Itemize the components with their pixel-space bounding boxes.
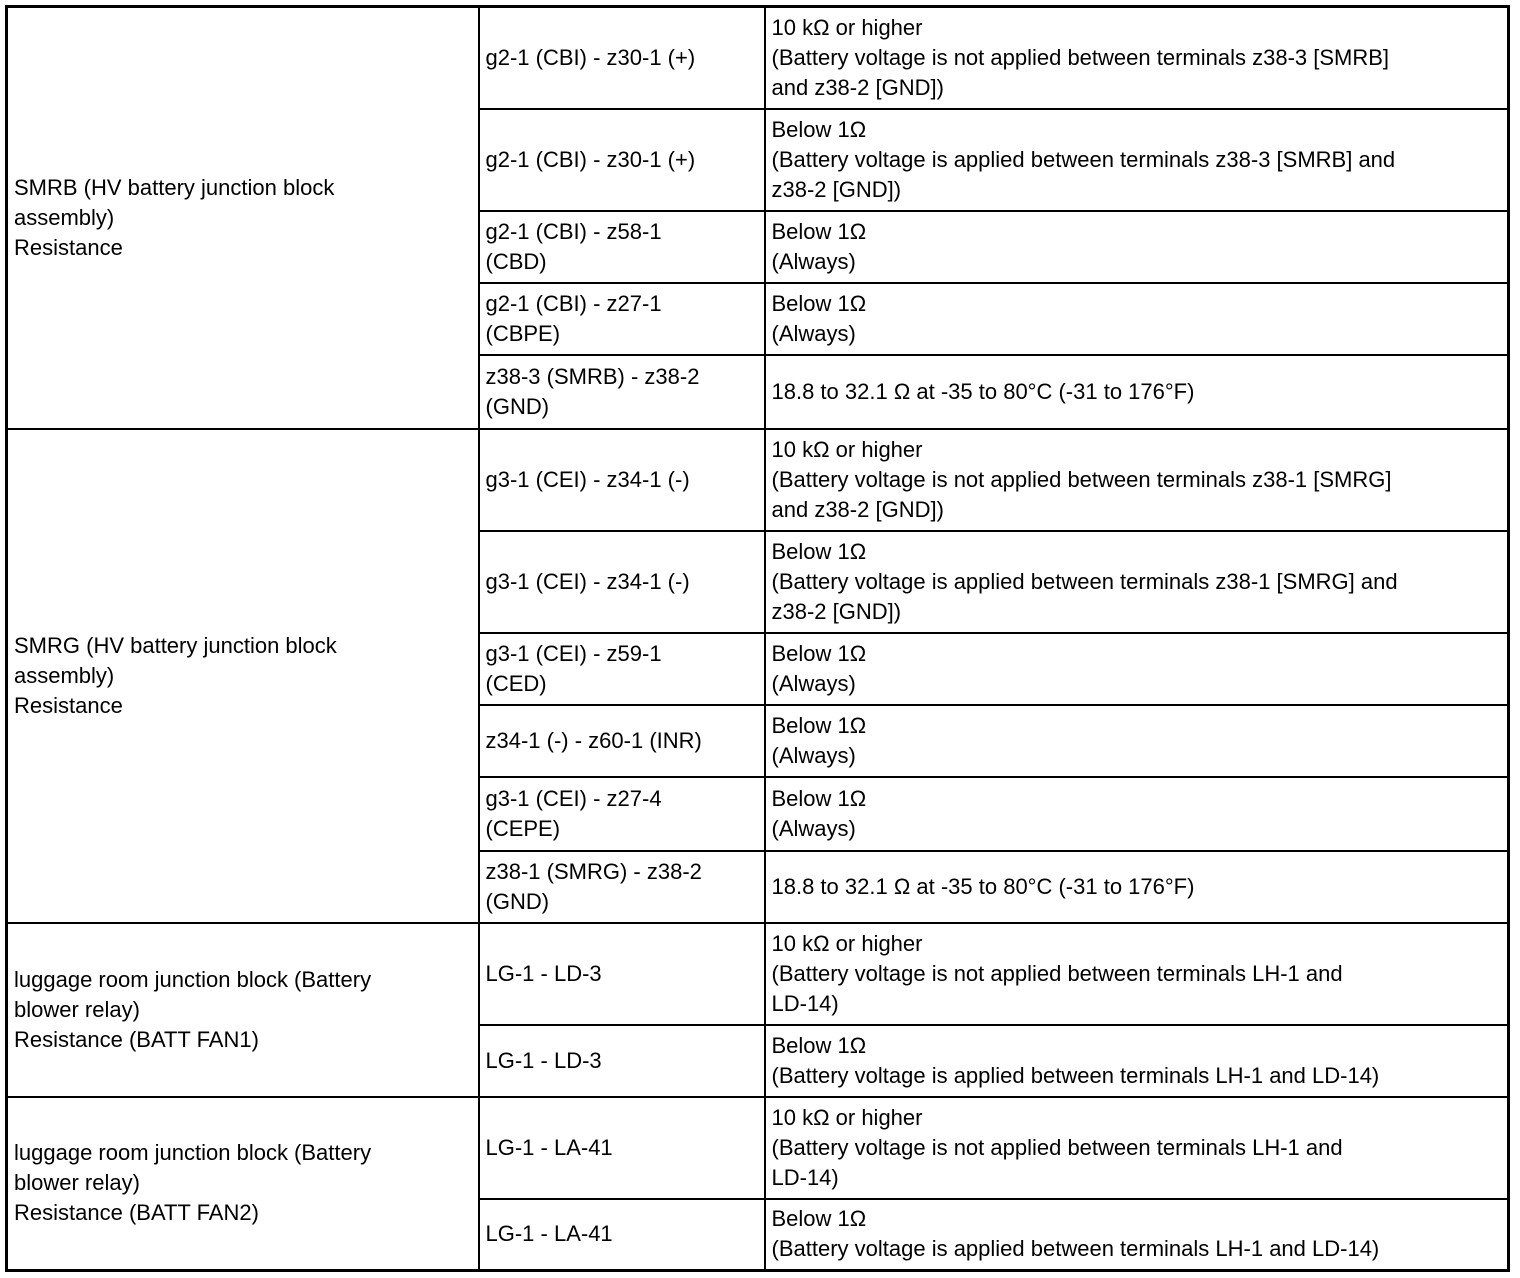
specified-condition-cell-line: z38-2 [GND]) xyxy=(771,176,902,202)
terminal-connection-cell xyxy=(479,851,765,923)
component-cell-line: assembly) xyxy=(14,662,115,688)
table-row xyxy=(7,7,1509,109)
component-cell xyxy=(7,7,479,429)
terminal-connection-cell-line: LG-1 - LA-41 xyxy=(485,1134,613,1160)
specified-condition-cell-line: Below 1Ω xyxy=(771,116,867,142)
terminal-connection-cell xyxy=(479,283,765,355)
specified-condition-cell-line: (Always) xyxy=(771,670,856,696)
terminal-connection-cell-line: (CBPE) xyxy=(485,320,561,346)
terminal-connection-cell xyxy=(479,1097,765,1199)
specified-condition-cell-line: (Battery voltage is applied between terminals LH-1 and LD-14) xyxy=(771,1062,1380,1088)
terminal-connection-cell-line: g3-1 (CEI) - z34-1 (-) xyxy=(485,568,690,594)
specified-condition-cell-line: (Battery voltage is not applied between terminals z38-3 [SMRB] xyxy=(771,44,1390,70)
specified-condition-cell-line: 10 kΩ or higher xyxy=(771,930,923,956)
terminal-connection-cell-line: (CEPE) xyxy=(485,815,561,841)
terminal-connection-cell xyxy=(479,355,765,429)
component-cell-line: SMRG (HV battery junction block xyxy=(14,632,337,658)
specified-condition-cell-line: (Battery voltage is not applied between terminals LH-1 and xyxy=(771,960,1343,986)
terminal-connection-cell-line: (GND) xyxy=(485,888,550,914)
specified-condition-cell xyxy=(765,923,1509,1025)
terminal-connection-cell-line: LG-1 - LD-3 xyxy=(485,1047,602,1073)
terminal-connection-cell-line: g3-1 (CEI) - z27-4 xyxy=(485,785,662,811)
specified-condition-cell xyxy=(765,1097,1509,1199)
table-row xyxy=(7,1097,1509,1199)
specified-condition-cell-line: Below 1Ω xyxy=(771,290,867,316)
specified-condition-cell-line: Below 1Ω xyxy=(771,1206,867,1232)
specified-condition-cell-line: (Battery voltage is applied between terminals z38-3 [SMRB] and xyxy=(771,146,1396,172)
table-row xyxy=(7,923,1509,1025)
terminal-connection-cell xyxy=(479,1199,765,1271)
terminal-connection-cell-line: g2-1 (CBI) - z27-1 xyxy=(485,290,662,316)
terminal-connection-cell xyxy=(479,1025,765,1097)
component-cell xyxy=(7,1097,479,1271)
specified-condition-cell-line: Below 1Ω xyxy=(771,538,867,564)
specified-condition-cell xyxy=(765,7,1509,109)
specified-condition-cell-line: (Always) xyxy=(771,320,856,346)
terminal-connection-cell-line: LG-1 - LD-3 xyxy=(485,960,602,986)
terminal-connection-cell-line: z38-3 (SMRB) - z38-2 xyxy=(485,363,700,389)
specified-condition-cell-line: Below 1Ω xyxy=(771,218,867,244)
specified-condition-cell xyxy=(765,355,1509,429)
specified-condition-cell xyxy=(765,633,1509,705)
specified-condition-cell-line: Below 1Ω xyxy=(771,1032,867,1058)
specified-condition-cell-line: and z38-2 [GND]) xyxy=(771,496,944,522)
table-row xyxy=(7,429,1509,531)
component-cell-line: Resistance xyxy=(14,692,123,718)
terminal-connection-cell xyxy=(479,531,765,633)
specified-condition-cell-line: (Battery voltage is not applied between terminals LH-1 and xyxy=(771,1134,1343,1160)
component-cell-line: Resistance (BATT FAN1) xyxy=(14,1026,259,1052)
terminal-connection-cell-line: (CBD) xyxy=(485,248,547,274)
specified-condition-cell-line: (Always) xyxy=(771,742,856,768)
terminal-connection-cell-line: (CED) xyxy=(485,670,547,696)
specified-condition-cell-line: (Battery voltage is applied between terminals LH-1 and LD-14) xyxy=(771,1236,1380,1262)
component-cell-line: luggage room junction block (Battery xyxy=(14,1140,372,1166)
specified-condition-cell xyxy=(765,531,1509,633)
specified-condition-cell xyxy=(765,283,1509,355)
terminal-connection-cell-line: z34-1 (-) - z60-1 (INR) xyxy=(485,727,702,753)
specified-condition-cell-line: 10 kΩ or higher xyxy=(771,1104,923,1130)
specified-condition-cell xyxy=(765,705,1509,777)
component-cell-line: blower relay) xyxy=(14,1170,140,1196)
specified-condition-cell xyxy=(765,429,1509,531)
terminal-connection-cell xyxy=(479,923,765,1025)
terminal-connection-cell-line: LG-1 - LA-41 xyxy=(485,1221,613,1247)
specified-condition-cell-line: (Battery voltage is applied between terminals z38-1 [SMRG] and xyxy=(771,568,1398,594)
component-cell-line: Resistance (BATT FAN2) xyxy=(14,1200,259,1226)
specified-condition-cell-line: (Always) xyxy=(771,815,856,841)
specified-condition-cell-line: 18.8 to 32.1 Ω at -35 to 80°C (-31 to 176°F) xyxy=(771,873,1195,899)
specified-condition-cell xyxy=(765,211,1509,283)
terminal-connection-cell xyxy=(479,109,765,211)
component-cell-line: assembly) xyxy=(14,204,115,230)
terminal-connection-cell-line: g2-1 (CBI) - z30-1 (+) xyxy=(485,44,696,70)
terminal-connection-cell xyxy=(479,633,765,705)
specified-condition-cell-line: 18.8 to 32.1 Ω at -35 to 80°C (-31 to 176°F) xyxy=(771,378,1195,404)
spec-table-body xyxy=(7,7,1509,1271)
specified-condition-cell xyxy=(765,851,1509,923)
specified-condition-cell xyxy=(765,1199,1509,1271)
terminal-connection-cell-line: g3-1 (CEI) - z59-1 xyxy=(485,640,662,666)
specified-condition-cell-line: 10 kΩ or higher xyxy=(771,436,923,462)
component-cell-line: blower relay) xyxy=(14,996,140,1022)
specified-condition-cell-line: Below 1Ω xyxy=(771,640,867,666)
specified-condition-cell-line: z38-2 [GND]) xyxy=(771,598,902,624)
terminal-connection-cell-line: (GND) xyxy=(485,393,550,419)
terminal-connection-cell-line: g3-1 (CEI) - z34-1 (-) xyxy=(485,466,690,492)
resistance-spec-table xyxy=(5,5,1510,1272)
terminal-connection-cell-line: g2-1 (CBI) - z30-1 (+) xyxy=(485,146,696,172)
specified-condition-cell-line: Below 1Ω xyxy=(771,712,867,738)
specified-condition-cell-line: Below 1Ω xyxy=(771,785,867,811)
terminal-connection-cell-line: z38-1 (SMRG) - z38-2 xyxy=(485,858,702,884)
specified-condition-cell xyxy=(765,1025,1509,1097)
component-cell xyxy=(7,429,479,923)
terminal-connection-cell xyxy=(479,705,765,777)
terminal-connection-cell xyxy=(479,7,765,109)
specified-condition-cell xyxy=(765,777,1509,851)
specified-condition-cell-line: LD-14) xyxy=(771,1164,839,1190)
component-cell xyxy=(7,923,479,1097)
terminal-connection-cell xyxy=(479,429,765,531)
specified-condition-cell-line: 10 kΩ or higher xyxy=(771,14,923,40)
component-cell-line: Resistance xyxy=(14,234,123,260)
component-cell-line: SMRB (HV battery junction block xyxy=(14,174,335,200)
specified-condition-cell-line: and z38-2 [GND]) xyxy=(771,74,944,100)
specified-condition-cell xyxy=(765,109,1509,211)
specified-condition-cell-line: (Battery voltage is not applied between terminals z38-1 [SMRG] xyxy=(771,466,1392,492)
terminal-connection-cell xyxy=(479,211,765,283)
specified-condition-cell-line: (Always) xyxy=(771,248,856,274)
specified-condition-cell-line: LD-14) xyxy=(771,990,839,1016)
terminal-connection-cell xyxy=(479,777,765,851)
terminal-connection-cell-line: g2-1 (CBI) - z58-1 xyxy=(485,218,662,244)
component-cell-line: luggage room junction block (Battery xyxy=(14,966,372,992)
